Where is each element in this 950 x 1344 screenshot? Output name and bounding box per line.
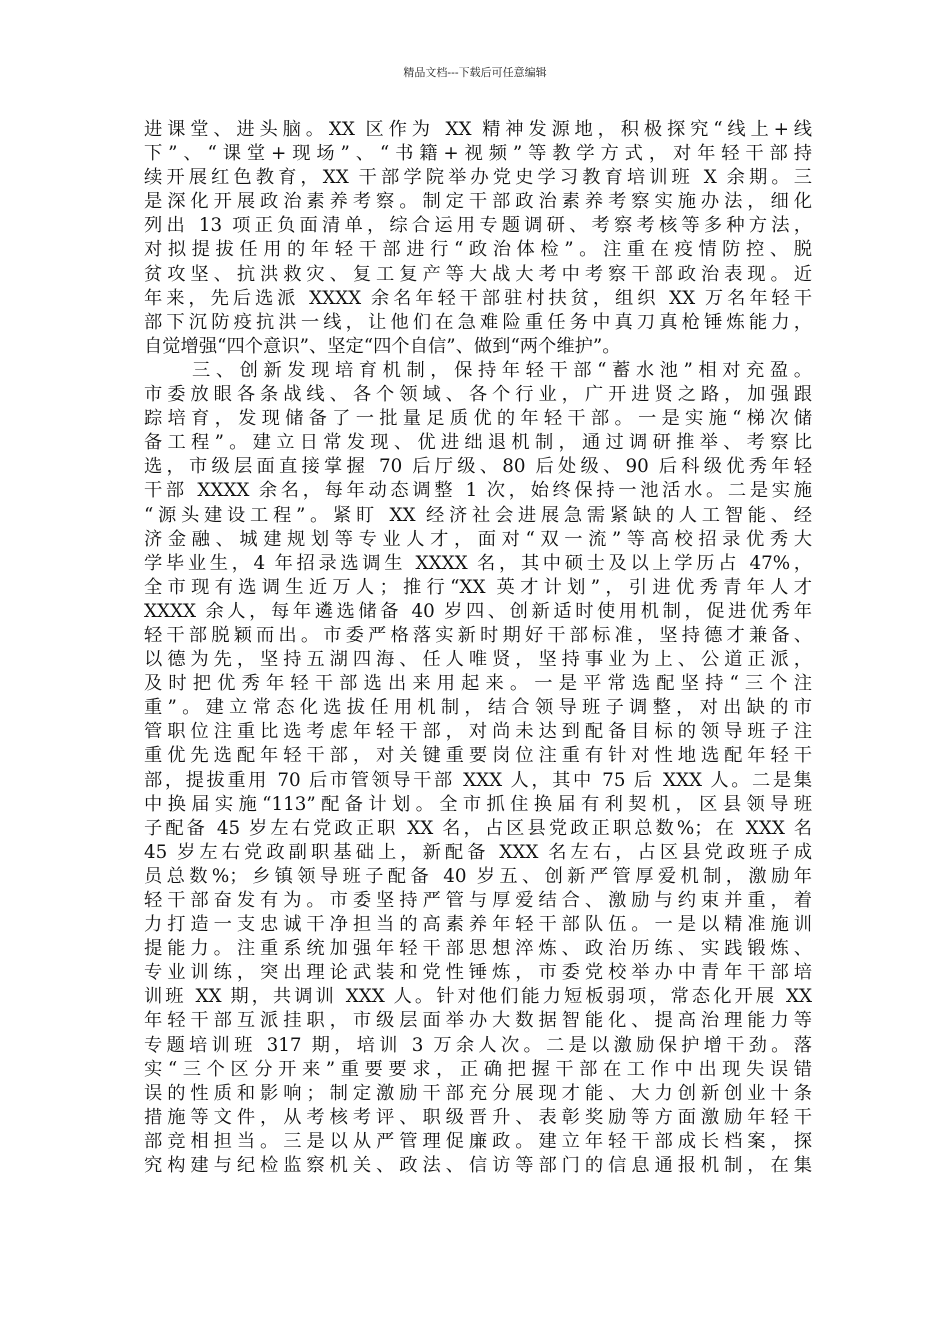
body-line: 贫攻坚、抗洪救灾、复工复产等大战大考中考察干部政治表现。近	[144, 263, 812, 285]
paragraph-end-line: 自觉增强“四个意识”、坚定“四个自信”、做到“两个维护”。	[144, 335, 621, 357]
body-line: 踪培育，发现储备了一批量足质优的年轻干部。一是实施“梯次储	[144, 408, 812, 430]
body-line: 市委放眼各条战线、各个领域、各个行业，广开进贤之路，加强跟	[144, 384, 812, 406]
body-line: 轻干部奋发有为。市委坚持严管与厚爱结合、激励与约束并重，着	[144, 890, 812, 911]
body-line: 进课堂、进头脑。XX 区作为 XX 精神发源地，积极探究“线上+线	[144, 119, 812, 140]
body-line: 年轻干部互派挂职，市级层面举办大数据智能化、提高治理能力等	[144, 1010, 812, 1032]
body-line: 列出 13 项正负面清单，综合运用专题调研、考察考核等多种方法，	[144, 215, 812, 237]
section-heading-line: 三、创新发现培育机制，保持年轻干部“蓄水池”相对充盈。	[192, 359, 812, 381]
body-line: 员总数%；乡镇领导班子配备 40 岁五、创新严管厚爱机制，激励年	[144, 865, 812, 887]
page-header: 精品文档---下载后可任意编辑	[403, 66, 547, 79]
body-line: 学毕业生，4 年招录选调生 XXXX 名，其中硕士及以上学历占 47%，	[144, 552, 812, 574]
body-line: 是深化开展政治素养考察。制定干部政治素养考察实施办法，细化	[144, 191, 812, 213]
body-line: 及时把优秀年轻干部选出来用起来。一是平常选配坚持“三个注	[144, 673, 812, 695]
body-line: 部，提拔重用 70 后市管领导干部 XXX 人，其中 75 后 XXX 人。二是集	[144, 769, 812, 791]
body-line: 误的性质和影响；制定激励干部充分展现才能、大力创新创业十条	[144, 1082, 812, 1104]
body-line: 选，市级层面直接掌握 70 后厅级、80 后处级、90 后科级优秀年轻	[144, 456, 812, 478]
body-line: 下”、“课堂+现场”、“书籍+视频”等教学方式，对年轻干部持	[144, 143, 812, 165]
body-line: “源头建设工程”。紧盯 XX 经济社会进展急需紧缺的人工智能、经	[144, 504, 812, 526]
body-line: XXXX 余人，每年遴选储备 40 岁四、创新适时使用机制，促进优秀年	[144, 600, 812, 622]
body-line: 部竞相担当。三是以从严管理促廉政。建立年轻干部成长档案，探	[144, 1130, 812, 1152]
document-body	[144, 118, 812, 1178]
body-line: 究构建与纪检监察机关、政法、信访等部门的信息通报机制，在集	[144, 1155, 812, 1177]
body-line: 专业训练，突出理论武装和党性锤炼，市委党校举办中青年干部培	[144, 962, 812, 984]
body-line: 备工程”。建立日常发现、优进绌退机制，通过调研推举、考察比	[144, 432, 812, 454]
body-line: 实“三个区分开来”重要要求，正确把握干部在工作中出现失误错	[144, 1058, 812, 1080]
body-line: 专题培训班 317 期，培训 3 万余人次。二是以激励保护增干劲。落	[144, 1034, 812, 1056]
body-line: 对拟提拔任用的年轻干部进行“政治体检”。注重在疫情防控、脱	[144, 239, 812, 261]
body-line: 以德为先，坚持五湖四海、任人唯贤，坚持事业为上、公道正派，	[144, 649, 812, 671]
body-line: 重优先选配年轻干部，对关键重要岗位注重有针对性地选配年轻干	[144, 745, 812, 767]
body-line: 训班 XX 期，共调训 XXX 人。针对他们能力短板弱项，常态化开展 XX	[144, 986, 812, 1008]
body-line: 续开展红色教育，XX 干部学院举办党史学习教育培训班 X 余期。三	[144, 167, 812, 189]
body-line: 年来，先后选派 XXXX 余名年轻干部驻村扶贫，组织 XX 万名年轻干	[144, 287, 812, 309]
body-line: 全市现有选调生近万人；推行“XX 英才计划”，引进优秀青年人才	[144, 576, 812, 598]
body-line: 管职位注重比选考虑年轻干部，对尚未达到配备目标的领导班子注	[144, 721, 812, 743]
body-line: 部下沉防疫抗洪一线，让他们在急难险重任务中真刀真枪锤炼能力，	[144, 311, 812, 333]
body-line: 提能力。注重系统加强年轻干部思想淬炼、政治历练、实践锻炼、	[144, 938, 812, 960]
body-line: 子配备 45 岁左右党政正职 XX 名，占区县党政正职总数%；在 XXX 名	[144, 817, 812, 839]
body-line: 45 岁左右党政副职基础上，新配备 XXX 名左右，占区县党政班子成	[144, 841, 812, 863]
body-line: 中换届实施“113”配备计划。全市抓住换届有利契机，区县领导班	[144, 793, 812, 815]
body-line: 措施等文件，从考核考评、职级晋升、表彰奖励等方面激励年轻干	[144, 1106, 812, 1128]
body-line: 济金融、城建规划等专业人才，面对“双一流”等高校招录优秀大	[144, 528, 812, 550]
body-line: 轻干部脱颖而出。市委严格落实新时期好干部标准，坚持德才兼备、	[144, 624, 812, 646]
body-line: 力打造一支忠诚干净担当的高素养年轻干部队伍。一是以精准施训	[144, 914, 812, 936]
body-line: 重”。建立常态化选拔任用机制，结合领导班子调整，对出缺的市	[144, 697, 812, 719]
body-line: 干部 XXXX 余名，每年动态调整 1 次，始终保持一池活水。二是实施	[144, 480, 812, 502]
